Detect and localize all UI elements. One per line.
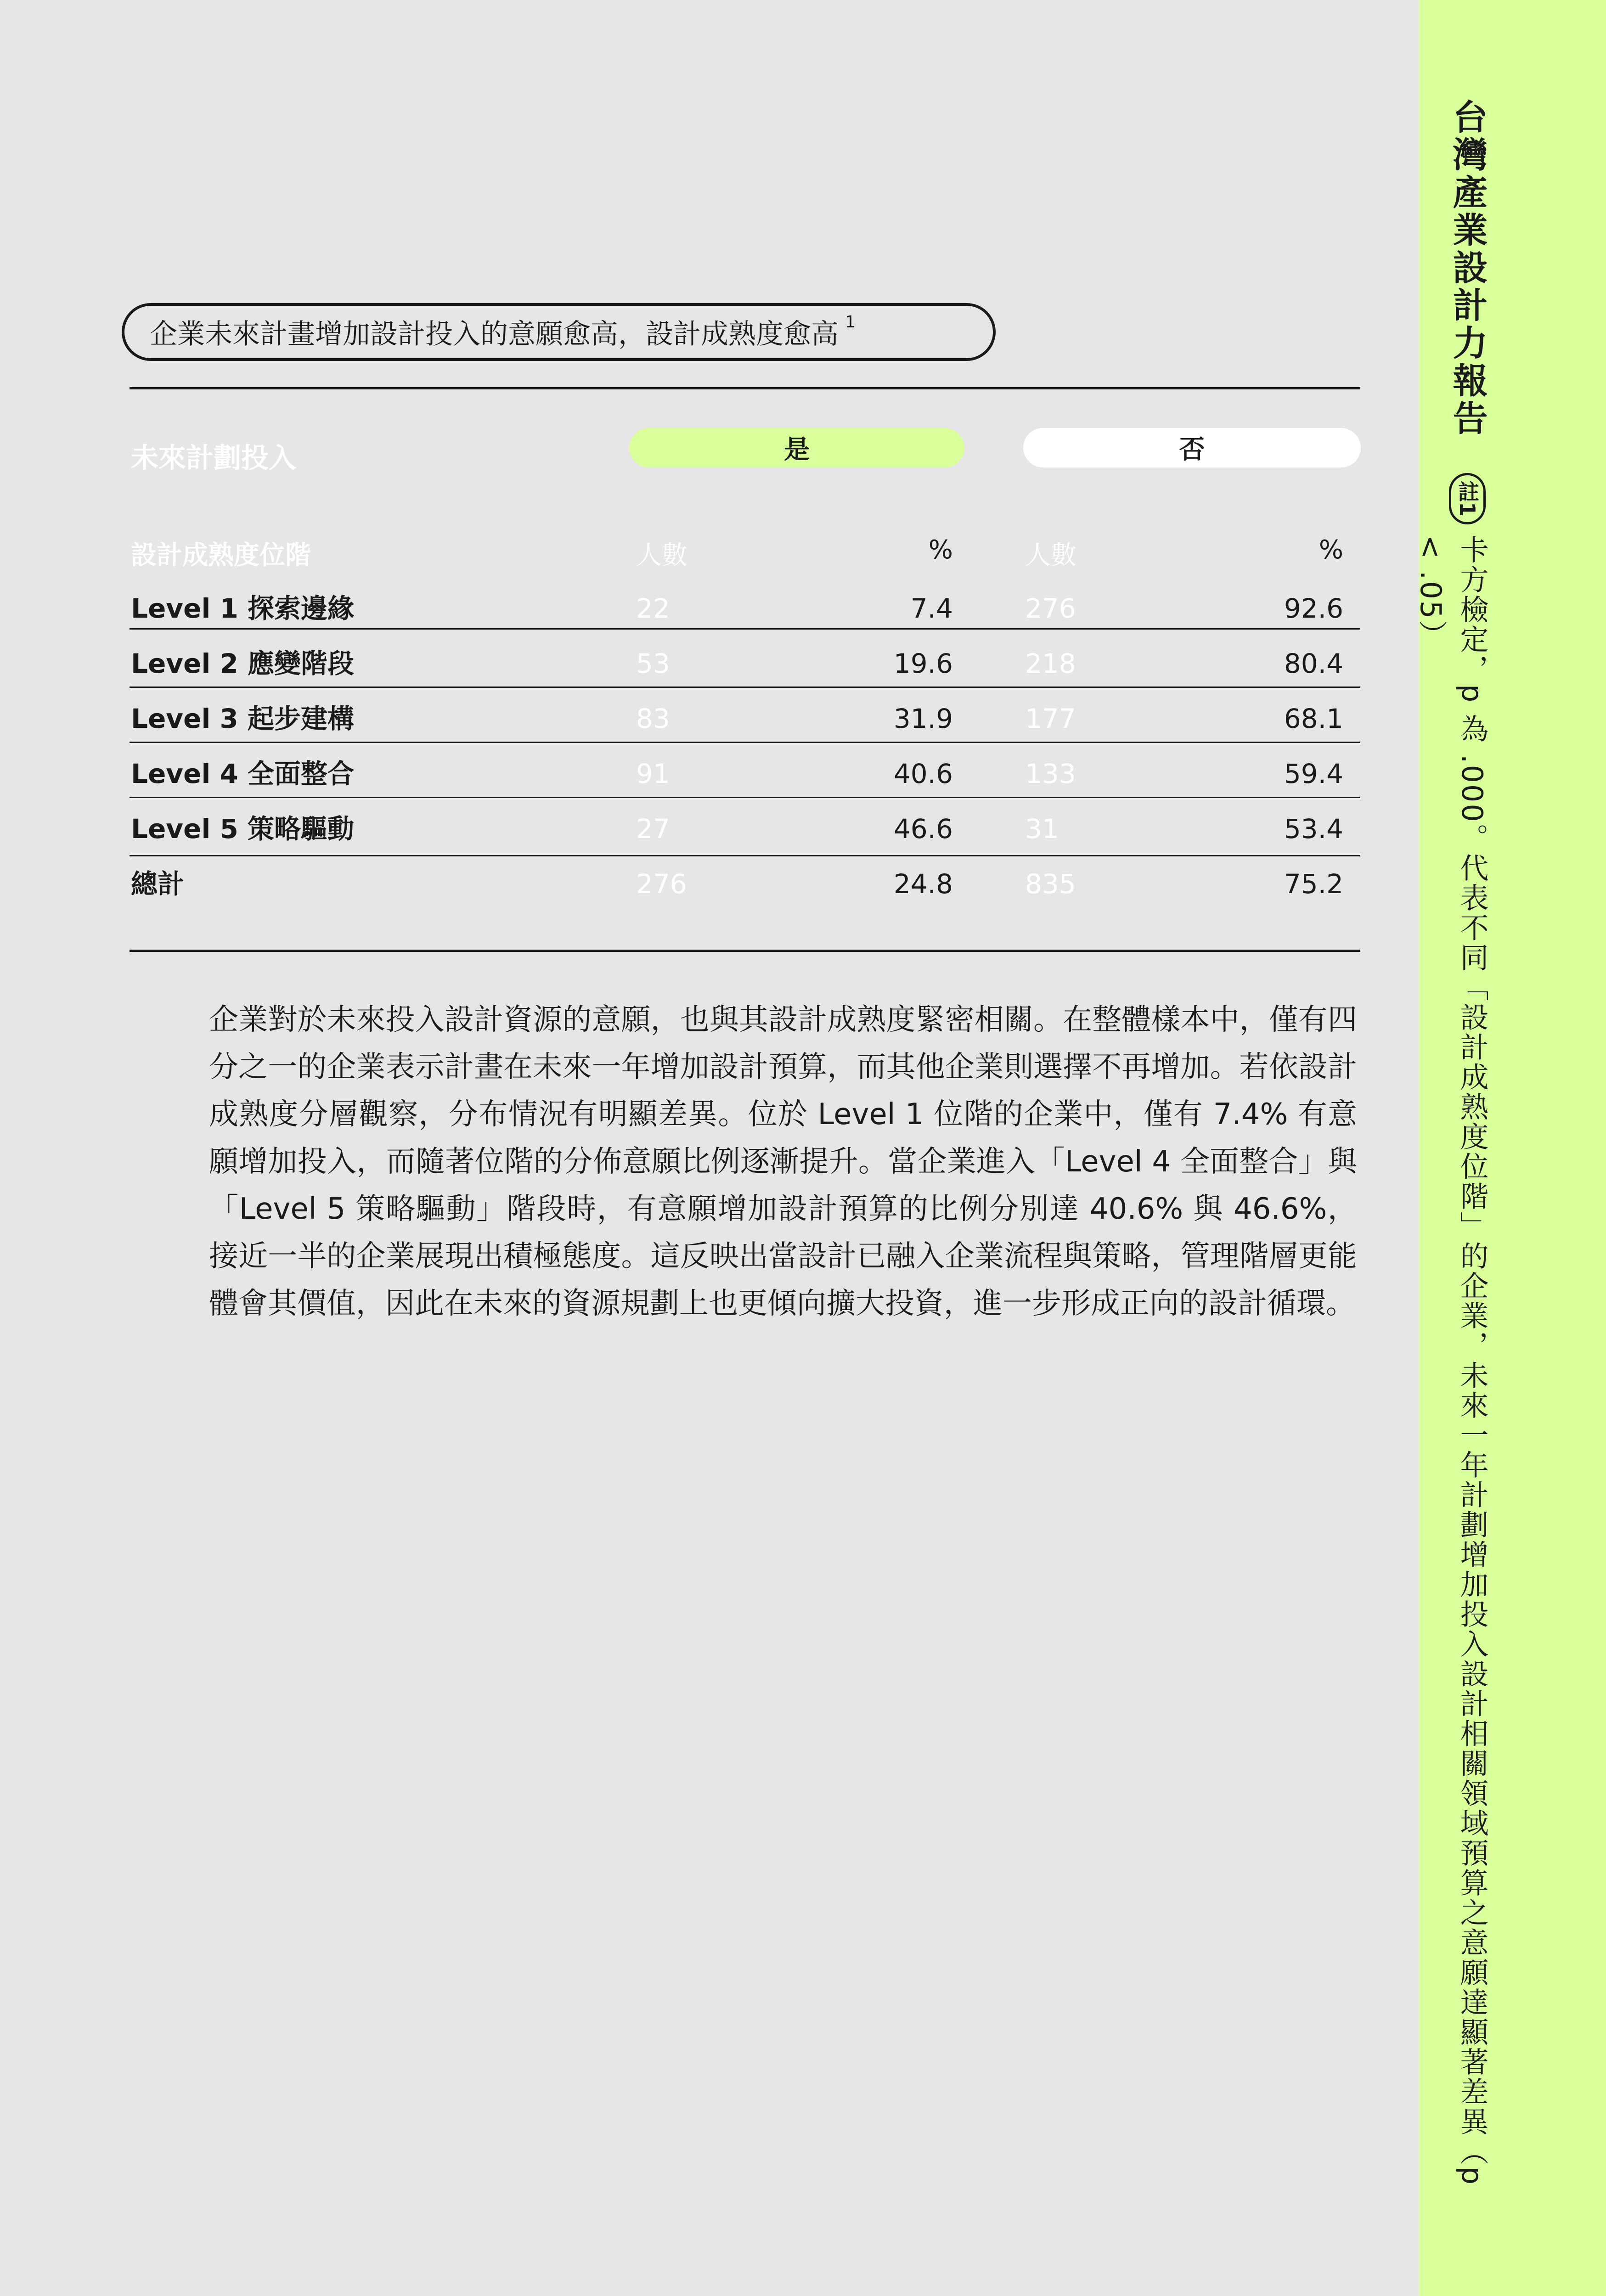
- row-divider: [130, 687, 1360, 688]
- row-count-yes: 91: [636, 758, 670, 789]
- row-count-yes: 22: [636, 593, 670, 624]
- table-bottom-rule: [130, 950, 1360, 952]
- row-label: 總計: [131, 868, 185, 900]
- column-header-level: 設計成熟度位階: [131, 540, 311, 570]
- table-row: [130, 581, 1360, 636]
- row-label: Level 3 起步建構: [131, 703, 355, 734]
- row-label: Level 2 應變階段: [131, 648, 355, 679]
- body-paragraph: 企業對於未來投入設計資源的意願，也與其設計成熟度緊密相關。在整體樣本中，僅有四分之一的企業表示計畫在未來一年增加設計預算，而其他企業則選擇不再增加。若依設計成熟度分層觀察，分布情況有明顯差異。位於 Level 1 位階的企業中，僅有 7.4% 有意願增加投入，而隨著位階的分佈意願比例逐漸提升。當企業進入「Level 4 全面整合」與「Level 5 策略驅動」階段時，有意願增加設計預算的比例分別達 40.6% 與 46.6%，接近一半的企業展現出積極態度。這反映出當設計已融入企業流程與策略，管理階層更能體會其價值，因此在未來的資源規劃上也更傾向擴大投資，進一步形成正向的設計循環。: [209, 1003, 1357, 1321]
- row-pct-yes: 31.9: [893, 703, 953, 734]
- row-count-no: 177: [1025, 703, 1076, 734]
- column-header-pct-yes: %: [928, 535, 953, 565]
- report-title: 台灣產業設計力報告: [1447, 99, 1488, 438]
- row-pct-no: 53.4: [1284, 813, 1343, 844]
- row-pct-no: 59.4: [1284, 758, 1343, 789]
- table-top-rule: [130, 387, 1360, 389]
- table-title-text: 企業未來計畫增加設計投入的意願愈高，設計成熟度愈高: [150, 318, 839, 350]
- row-pct-yes: 46.6: [893, 813, 953, 844]
- row-label: Level 5 策略驅動: [131, 813, 355, 844]
- row-pct-no: 75.2: [1284, 868, 1343, 900]
- row-pct-yes: 40.6: [893, 758, 953, 789]
- row-divider: [130, 797, 1360, 798]
- note-badge: 註1: [1449, 473, 1486, 524]
- row-count-yes: 276: [636, 868, 687, 900]
- row-count-no: 835: [1025, 868, 1076, 900]
- row-count-no: 276: [1025, 593, 1076, 624]
- row-pct-yes: 19.6: [893, 648, 953, 679]
- table-title-footnote-mark: 1: [845, 312, 856, 332]
- table-title: [122, 303, 996, 361]
- row-count-yes: 27: [636, 813, 670, 844]
- row-count-yes: 83: [636, 703, 670, 734]
- row-divider: [130, 628, 1360, 630]
- table-row: [130, 636, 1360, 691]
- row-count-no: 31: [1025, 813, 1059, 844]
- table-row-total: [130, 856, 1360, 912]
- column-header-count-yes: 人數: [636, 540, 687, 570]
- yes-group-header: 是: [629, 428, 964, 467]
- row-count-no: 133: [1025, 758, 1076, 789]
- row-pct-yes: 24.8: [893, 868, 953, 900]
- column-header-pct-no: %: [1319, 535, 1343, 565]
- row-pct-no: 92.6: [1284, 593, 1343, 624]
- row-divider: [130, 742, 1360, 743]
- no-group-header: 否: [1023, 428, 1361, 467]
- footnote-text: 卡方檢定，p 為 .000。代表不同「設計成熟度位階」的企業，未來一年計劃增加投入設計相關領域預算之意願達顯著差異（p < .05）: [1414, 535, 1489, 2186]
- row-label: Level 4 全面整合: [131, 758, 355, 789]
- column-header-count-no: 人數: [1025, 540, 1076, 570]
- table-row: [130, 801, 1360, 856]
- row-count-yes: 53: [636, 648, 670, 679]
- row-count-no: 218: [1025, 648, 1076, 679]
- row-pct-no: 80.4: [1284, 648, 1343, 679]
- table-row: [130, 746, 1360, 801]
- row-pct-yes: 7.4: [910, 593, 953, 624]
- row-pct-no: 68.1: [1284, 703, 1343, 734]
- future-plan-label: 未來計劃投入: [131, 442, 296, 474]
- table-row: [130, 691, 1360, 746]
- row-label: Level 1 探索邊緣: [131, 593, 355, 624]
